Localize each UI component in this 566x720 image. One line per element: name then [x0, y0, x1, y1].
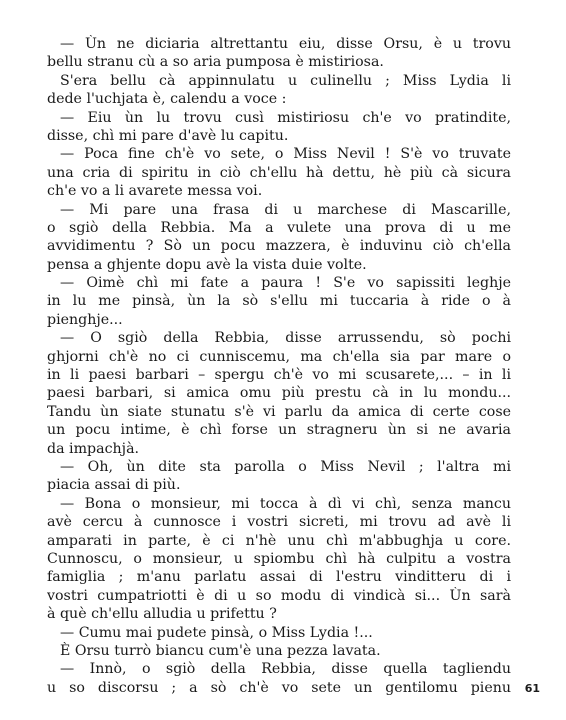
page-number: 61	[524, 682, 540, 695]
text-line: Cunnoscu, o monsieur, u spiombu chì hà culpitu a vostra	[47, 550, 511, 567]
text-line: un pocu intime, è chì forse un stragneru ùn si ne avaria	[47, 422, 511, 439]
text-line: ch'e vo a li avarete messa voi.	[47, 183, 263, 200]
text-line: una cria di spiritu in ciò ch'ellu hà dettu, hè più cà sicura	[47, 164, 511, 181]
text-line: — Oimè chì mi fate a paura ! S'e vo sapissiti leghje	[60, 275, 511, 292]
text-line: o sgiò della Rebbia. Ma a vulete una prova di u me	[47, 219, 511, 236]
text-line: avvidimentu ? Sò un pocu mazzera, è induvinu ciò ch'ella	[47, 238, 511, 255]
text-line: S'era bellu cà appinnulatu u culinellu ; Miss Lydia li	[60, 72, 511, 89]
text-line: amparati in parte, è ci n'hè unu chì m'abbughja u core.	[47, 532, 511, 549]
text-line: — Innò, o sgiò della Rebbia, disse quella tagliendu	[60, 661, 511, 678]
text-line: — Bona o monsieur, mi tocca à dì vi chì, senza mancu	[60, 495, 511, 512]
text-line: È Orsu turrò biancu cum'è una pezza lavata.	[60, 642, 381, 659]
text-line: famiglia ; m'anu parlatu assai di l'estru vinditteru di i	[47, 569, 511, 586]
text-line: dede l'uchjata è, calendu a voce :	[47, 91, 287, 108]
text-line: à què ch'ellu alludia u prifettu ?	[47, 606, 277, 623]
text-line: — Poca fine ch'è vo sete, o Miss Nevil ! S'è vo truvate	[60, 146, 511, 163]
text-line: da impachjà.	[47, 440, 140, 457]
body-text	[47, 35, 511, 697]
text-line: u so discorsu ; a sò ch'è vo sete un gentilomu pienu	[47, 679, 511, 696]
text-line: pensa a ghjente dopu avè la vista duie volte.	[47, 256, 367, 273]
text-line: — Oh, ùn dite sta parolla o Miss Nevil ; l'altra mi	[60, 458, 511, 475]
text-line: in li paesi barbari – spergu ch'è vo mi scusarete,... – in li	[47, 367, 511, 384]
text-line: piacia assai di più.	[47, 477, 181, 494]
text-line: bellu stranu cù a so aria pumposa è mistiriosa.	[47, 54, 384, 71]
text-line: — Mi pare una frasa di u marchese di Mascarille,	[60, 201, 511, 218]
text-line: disse, chì mi pare d'avè lu capitu.	[47, 127, 289, 144]
text-line: — Eiu ùn lu trovu cusì mistiriosu ch'e vo pratindite,	[60, 109, 511, 126]
text-line: in lu me pinsà, ùn la sò s'ellu mi tuccaria à ride o à	[47, 293, 511, 310]
text-line: Tandu ùn siate stunatu s'è vi parlu da amica di certe cose	[47, 403, 511, 420]
text-line: ghjorni ch'è no ci cunniscemu, ma ch'ella sia par mare o	[47, 348, 511, 365]
text-line: avè cercu à cunnosce i vostri sicreti, mi trovu ad avè li	[47, 514, 511, 531]
text-line: pienghje...	[47, 311, 123, 328]
text-line: — O sgiò della Rebbia, disse arrussendu, sò pochi	[60, 330, 511, 347]
text-line: — Cumu mai pudete pinsà, o Miss Lydia !...	[60, 624, 373, 641]
text-line: vostri cumpatriotti è di u so modu di vindicà si... Ùn sarà	[47, 587, 511, 604]
text-line: — Ùn ne diciaria altrettantu eiu, disse Orsu, è u trovu	[60, 36, 511, 52]
text-line: paesi barbari, si amica omu più prestu cà in lu mondu...	[47, 385, 511, 402]
